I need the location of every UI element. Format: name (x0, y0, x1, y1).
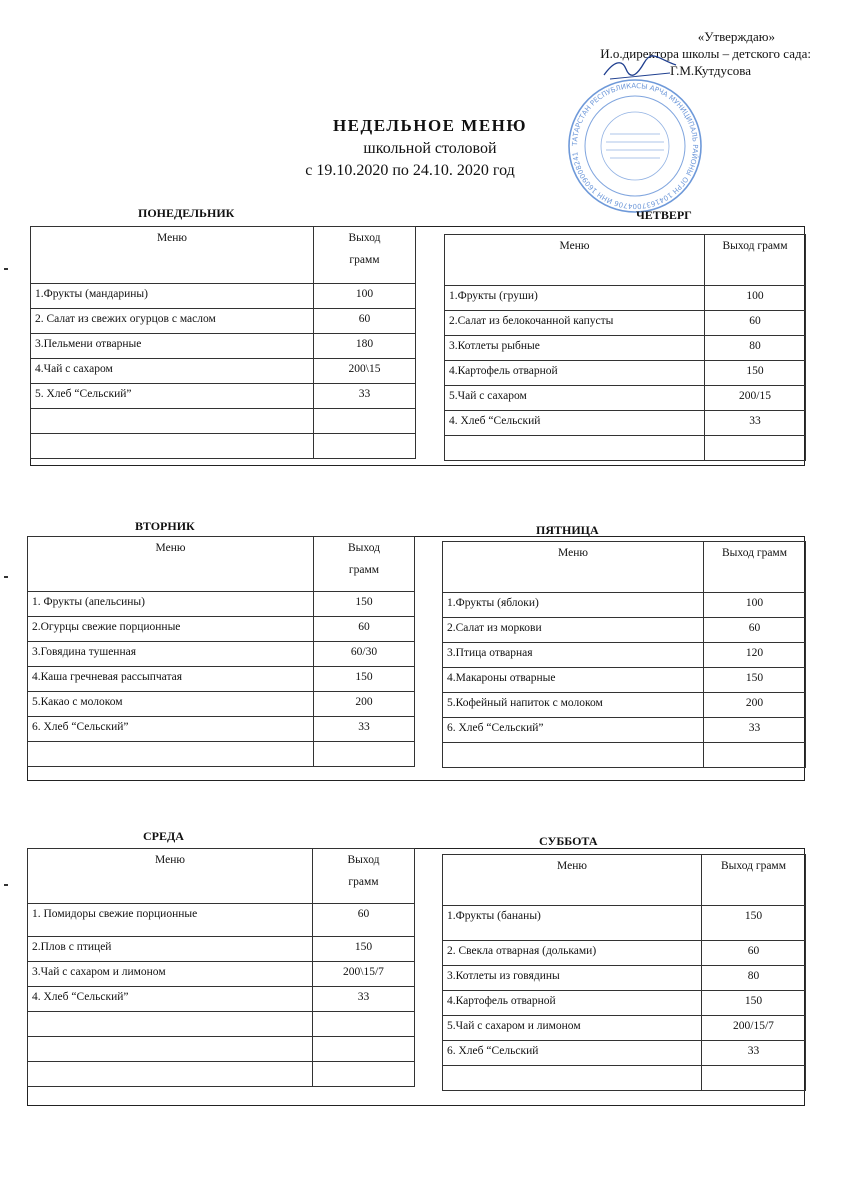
dish-grams: 60 (704, 618, 806, 643)
dish-name: 6. Хлеб “Сельский (443, 1041, 702, 1066)
yield-label-a: Выход (348, 542, 380, 554)
dish-name: 4. Хлеб “Сельский” (28, 987, 313, 1012)
dish-name: 3.Котлеты рыбные (445, 336, 705, 361)
table-row (443, 1066, 806, 1091)
yield-label-b: грамм (348, 564, 380, 576)
dish-name (28, 1012, 313, 1037)
dish-grams: 60/30 (314, 642, 415, 667)
dish-grams (313, 1012, 415, 1037)
col-header-menu: Меню (28, 849, 313, 904)
dish-grams: 33 (313, 987, 415, 1012)
dish-name: 1.Фрукты (мандарины) (31, 284, 314, 309)
table-row (28, 592, 415, 617)
dish-grams: 200/15/7 (702, 1016, 806, 1041)
table-row (28, 987, 415, 1012)
table-row (31, 409, 416, 434)
table-row (443, 718, 806, 743)
page-title: НЕДЕЛЬНОЕ МЕНЮ (332, 116, 528, 135)
dish-name (28, 742, 314, 767)
dish-grams: 150 (314, 667, 415, 692)
table-row (28, 1037, 415, 1062)
menu-table-thursday (444, 234, 806, 461)
approval-line-1: «Утверждаю» (697, 29, 775, 44)
dish-grams: 60 (314, 309, 416, 334)
dish-grams (313, 1062, 415, 1087)
dish-grams (314, 742, 415, 767)
dish-name: 2. Свекла отварная (дольками) (443, 941, 702, 966)
col-header-yield: Выход грамм (705, 235, 806, 286)
dish-name: 3.Чай с сахаром и лимоном (28, 962, 313, 987)
dish-grams (313, 1037, 415, 1062)
approval-signatory: Г.М.Кутдусова (670, 63, 751, 78)
dish-name: 5.Кофейный напиток с молоком (443, 693, 704, 718)
dish-grams: 100 (314, 284, 416, 309)
table-row (443, 743, 806, 768)
dish-name (445, 436, 705, 461)
dish-name: 5. Хлеб “Сельский” (31, 384, 314, 409)
dish-name: 3.Говядина тушенная (28, 642, 314, 667)
table-row (443, 991, 806, 1016)
dish-name: 1. Помидоры свежие порционные (28, 904, 313, 937)
dish-name: 2.Салат из моркови (443, 618, 704, 643)
menu-table-saturday (442, 854, 806, 1091)
table-row (28, 717, 415, 742)
table-row (443, 693, 806, 718)
table-row (28, 962, 415, 987)
table-row (28, 742, 415, 767)
table-row (445, 411, 806, 436)
dish-grams: 150 (314, 592, 415, 617)
dish-name: 3.Котлеты из говядины (443, 966, 702, 991)
table-row (443, 643, 806, 668)
dish-grams (314, 409, 416, 434)
col-header-yield (314, 227, 416, 284)
margin-mark (4, 884, 8, 886)
dish-name (443, 743, 704, 768)
dish-grams: 60 (702, 941, 806, 966)
table-row (31, 309, 416, 334)
dish-name: 4.Чай с сахаром (31, 359, 314, 384)
dish-grams (314, 434, 416, 459)
col-header-menu: Меню (443, 542, 704, 593)
margin-mark (4, 576, 8, 578)
official-stamp (540, 76, 730, 216)
dish-grams: 33 (702, 1041, 806, 1066)
menu-table-monday (30, 226, 416, 459)
col-header-menu: Меню (28, 537, 314, 592)
table-row (31, 384, 416, 409)
day-label-saturday: СУББОТА (539, 834, 598, 848)
table-row (31, 359, 416, 384)
day-label-thursday: ЧЕТВЕРГ (636, 208, 692, 222)
table-row (443, 1016, 806, 1041)
dish-name: 1.Фрукты (яблоки) (443, 593, 704, 618)
page-period: с 19.10.2020 по 24.10. 2020 год (305, 162, 515, 179)
dish-grams: 60 (313, 904, 415, 937)
dish-name: 4.Картофель отварной (445, 361, 705, 386)
table-row (28, 937, 415, 962)
yield-label-b: грамм (348, 876, 379, 888)
yield-label-a: Выход (348, 232, 381, 244)
table-row (445, 286, 806, 311)
dish-name: 4. Хлеб “Сельский (445, 411, 705, 436)
table-row (443, 668, 806, 693)
table-row (28, 642, 415, 667)
dish-grams: 150 (702, 906, 806, 941)
yield-label-a: Выход (347, 854, 380, 866)
table-row (443, 618, 806, 643)
menu-table-friday (442, 541, 806, 768)
dish-name: 2.Плов с птицей (28, 937, 313, 962)
dish-grams: 100 (705, 286, 806, 311)
dish-grams (705, 436, 806, 461)
dish-grams: 33 (705, 411, 806, 436)
table-row (28, 1012, 415, 1037)
dish-name: 4.Макароны отварные (443, 668, 704, 693)
svg-text:ТАТАРСТАН РЕСПУБЛИКАСЫ АРЧА МУ (571, 82, 700, 210)
dish-grams: 150 (704, 668, 806, 693)
dish-name: 3.Пельмени отварные (31, 334, 314, 359)
table-row (445, 386, 806, 411)
table-row (445, 311, 806, 336)
dish-grams: 200\15 (314, 359, 416, 384)
stamp-ring-text: ТАТАРСТАН РЕСПУБЛИКАСЫ АРЧА МУНИЦИПАЛЬ РАЙОНЫ ОГРН 1041637004706 ИНН 1609008241 (570, 81, 700, 211)
dish-grams (702, 1066, 806, 1091)
day-label-monday: ПОНЕДЕЛЬНИК (138, 206, 235, 220)
table-row (31, 434, 416, 459)
col-header-menu: Меню (443, 855, 702, 906)
table-row (445, 361, 806, 386)
dish-grams: 33 (314, 384, 416, 409)
menu-table-tuesday (27, 536, 415, 767)
dish-grams: 150 (705, 361, 806, 386)
dish-name: 5.Какао с молоком (28, 692, 314, 717)
dish-grams: 80 (705, 336, 806, 361)
table-row (28, 1062, 415, 1087)
table-row (28, 667, 415, 692)
dish-name: 2.Огурцы свежие порционные (28, 617, 314, 642)
day-label-wednesday: СРЕДА (143, 829, 184, 843)
col-header-menu: Меню (31, 227, 314, 284)
dish-grams: 80 (702, 966, 806, 991)
dish-grams: 180 (314, 334, 416, 359)
page-subtitle: школьной столовой (363, 140, 497, 157)
table-row (443, 906, 806, 941)
margin-mark (4, 268, 8, 270)
col-header-menu: Меню (445, 235, 705, 286)
approval-line-2: И.о.директора школы – детского сада: (600, 46, 811, 61)
dish-grams: 33 (314, 717, 415, 742)
dish-name: 6. Хлеб “Сельский” (443, 718, 704, 743)
dish-grams: 33 (704, 718, 806, 743)
dish-grams: 200 (704, 693, 806, 718)
table-row (443, 941, 806, 966)
dish-grams: 200 (314, 692, 415, 717)
col-header-yield (314, 537, 415, 592)
dish-name: 6. Хлеб “Сельский” (28, 717, 314, 742)
table-row (31, 334, 416, 359)
dish-grams: 200/15 (705, 386, 806, 411)
dish-name: 1. Фрукты (апельсины) (28, 592, 314, 617)
dish-grams: 200\15/7 (313, 962, 415, 987)
dish-name: 2.Салат из белокочанной капусты (445, 311, 705, 336)
table-row (28, 692, 415, 717)
dish-name: 5.Чай с сахаром и лимоном (443, 1016, 702, 1041)
dish-grams (704, 743, 806, 768)
yield-label-b: грамм (349, 254, 380, 266)
dish-grams: 150 (702, 991, 806, 1016)
dish-grams: 150 (313, 937, 415, 962)
table-row (443, 593, 806, 618)
day-label-tuesday: ВТОРНИК (135, 519, 195, 533)
table-row (443, 1041, 806, 1066)
col-header-yield (313, 849, 415, 904)
dish-name: 1.Фрукты (бананы) (443, 906, 702, 941)
dish-name: 1.Фрукты (груши) (445, 286, 705, 311)
table-row (28, 617, 415, 642)
dish-name: 3.Птица отварная (443, 643, 704, 668)
dish-grams: 100 (704, 593, 806, 618)
table-row (445, 336, 806, 361)
dish-name (443, 1066, 702, 1091)
dish-grams: 60 (705, 311, 806, 336)
dish-name (28, 1062, 313, 1087)
dish-name (28, 1037, 313, 1062)
dish-name: 5.Чай с сахаром (445, 386, 705, 411)
table-row (445, 436, 806, 461)
dish-grams: 120 (704, 643, 806, 668)
dish-name: 2. Салат из свежих огурцов с маслом (31, 309, 314, 334)
dish-grams: 60 (314, 617, 415, 642)
dish-name: 4.Картофель отварной (443, 991, 702, 1016)
dish-name (31, 434, 314, 459)
table-row (28, 904, 415, 937)
col-header-yield: Выход грамм (702, 855, 806, 906)
menu-table-wednesday (27, 848, 415, 1087)
dish-name (31, 409, 314, 434)
dish-name: 4.Каша гречневая рассыпчатая (28, 667, 314, 692)
table-row (443, 966, 806, 991)
day-label-friday: ПЯТНИЦА (536, 523, 599, 537)
table-row (31, 284, 416, 309)
col-header-yield: Выход грамм (704, 542, 806, 593)
